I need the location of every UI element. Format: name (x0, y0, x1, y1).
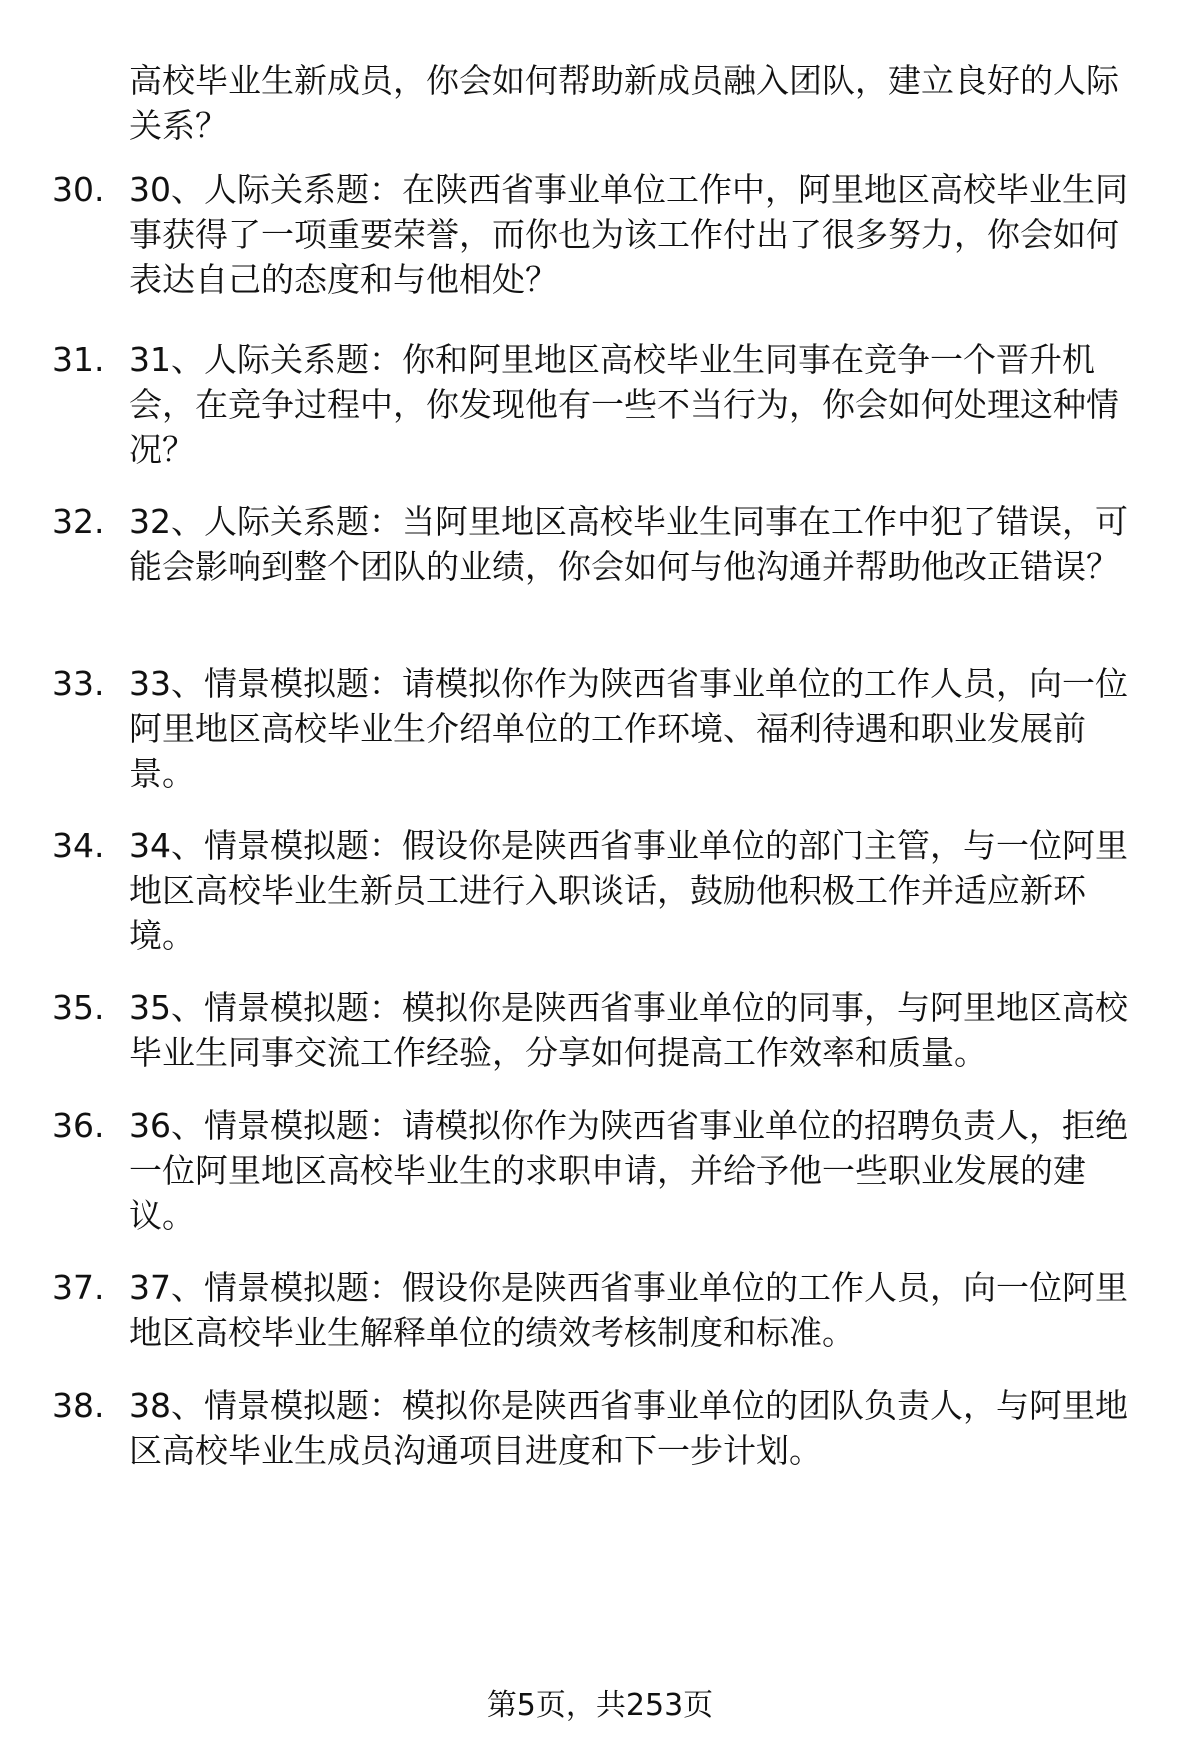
item-number: 36. (52, 1106, 105, 1145)
item-text: 33、情景模拟题：请模拟你作为陕西省事业单位的工作人员，向一位阿里地区高校毕业生介绍单位的工作环境、福利待遇和职业发展前景。 (129, 664, 1128, 793)
item-number: 31. (52, 340, 105, 379)
item-number: 33. (52, 664, 105, 703)
page-footer: 第5页，共253页 (486, 1688, 714, 1723)
item-text: 35、情景模拟题：模拟你是陕西省事业单位的同事，与阿里地区高校毕业生同事交流工作经验，分享如何提高工作效率和质量。 (129, 988, 1128, 1072)
item-text: 38、情景模拟题：模拟你是陕西省事业单位的团队负责人，与阿里地区高校毕业生成员沟通项目进度和下一步计划。 (129, 1386, 1128, 1470)
item-text: 30、人际关系题：在陕西省事业单位工作中，阿里地区高校毕业生同事获得了一项重要荣誉，而你也为该工作付出了很多努力，你会如何表达自己的态度和与他相处？ (129, 170, 1128, 299)
item-number: 38. (52, 1386, 105, 1425)
item-text: 34、情景模拟题：假设你是陕西省事业单位的部门主管，与一位阿里地区高校毕业生新员工进行入职谈话，鼓励他积极工作并适应新环境。 (129, 826, 1128, 955)
item-number: 35. (52, 988, 105, 1027)
item-text: 37、情景模拟题：假设你是陕西省事业单位的工作人员，向一位阿里地区高校毕业生解释单位的绩效考核制度和标准。 (129, 1268, 1128, 1352)
continued-paragraph: 高校毕业生新成员，你会如何帮助新成员融入团队，建立良好的人际关系？ (129, 61, 1119, 145)
item-number: 30. (52, 170, 105, 209)
item-number: 34. (52, 826, 105, 865)
item-text: 31、人际关系题：你和阿里地区高校毕业生同事在竞争一个晋升机会，在竞争过程中，你发现他有一些不当行为，你会如何处理这种情况？ (129, 340, 1119, 469)
item-number: 32. (52, 502, 105, 541)
item-text: 36、情景模拟题：请模拟你作为陕西省事业单位的招聘负责人，拒绝一位阿里地区高校毕业生的求职申请，并给予他一些职业发展的建议。 (129, 1106, 1128, 1235)
item-text: 32、人际关系题：当阿里地区高校毕业生同事在工作中犯了错误，可能会影响到整个团队的业绩，你会如何与他沟通并帮助他改正错误？ (129, 502, 1128, 586)
item-number: 37. (52, 1268, 105, 1307)
